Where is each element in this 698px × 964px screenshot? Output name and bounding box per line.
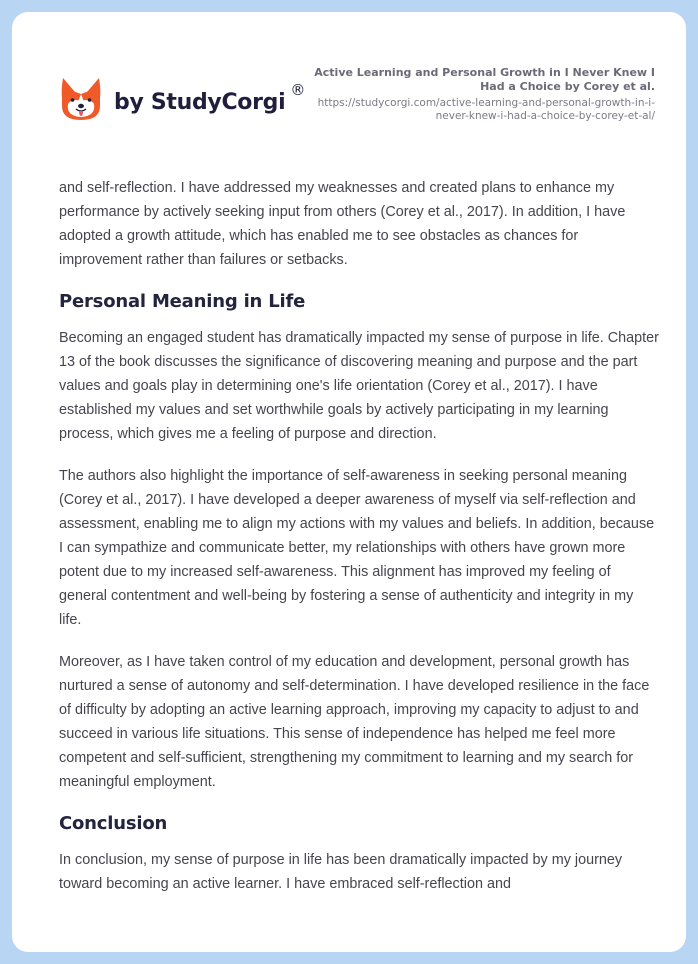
- paragraph: Moreover, as I have taken control of my education and development, personal growth has nurtured a sense of autonomy and self-determination. I have developed resilience in the face of difficulty by adopting an active learning approach, improving my capacity to adjust to and succeed in various life situations. This sense of independence has helped me feel more competent and self-sufficient, strengthening my commitment to learning and my search for meaningful employment.: [59, 654, 650, 790]
- document-meta: [305, 66, 655, 123]
- corgi-head-icon: [60, 76, 102, 122]
- intro-paragraph: and self-reflection. I have addressed my weaknesses and created plans to enhance my performance by actively seeking input from others (Corey et al., 2017). In addition, I have adopted a growth attitude, which has enabled me to see obstacles as chances for improvement rather than failures or setbacks.: [59, 180, 626, 268]
- paragraph: Becoming an engaged student has dramatically impacted my sense of purpose in life. Chapter 13 of the book discusses the significance of discovering meaning and purpose and the part values and goals play in determining one's life orientation (Corey et al., 2017). I have established my values and set worthwhile goals by actively participating in my learning process, which gives me a feeling of purpose and direction.: [59, 330, 659, 442]
- paragraph: The authors also highlight the importance of self-awareness in seeking personal meaning (Corey et al., 2017). I have developed a deeper awareness of myself via self-reflection and assessment, enabling me to align my actions with my values and beliefs. In addition, because I can sympathize and communicate better, my relationships with others have grown more potent due to my increased self-awareness. This alignment has improved my feeling of general contentment and well-being by fostering a sense of authenticity and integrity in my life.: [59, 468, 655, 628]
- document-title: Active Learning and Personal Growth in I Never Knew I Had a Choice by Corey et al.: [314, 66, 655, 93]
- section-heading-personal-meaning: Personal Meaning in Life: [59, 291, 306, 312]
- paragraph: In conclusion, my sense of purpose in life has been dramatically impacted by my journey toward becoming an active learner. I have embraced self-reflection and: [59, 852, 623, 892]
- document-page: [12, 12, 686, 952]
- registered-mark: ®: [290, 81, 306, 99]
- studycorgi-logo[interactable]: [60, 76, 305, 122]
- document-body: [59, 176, 659, 914]
- document-url[interactable]: https://studycorgi.com/active-learning-and-personal-growth-in-i-never-knew-i-had-a-choice-by-corey-et-al/: [317, 97, 655, 122]
- page-header: [12, 12, 686, 162]
- logo-text: by StudyCorgi: [114, 89, 286, 115]
- section-heading-conclusion: Conclusion: [59, 813, 168, 834]
